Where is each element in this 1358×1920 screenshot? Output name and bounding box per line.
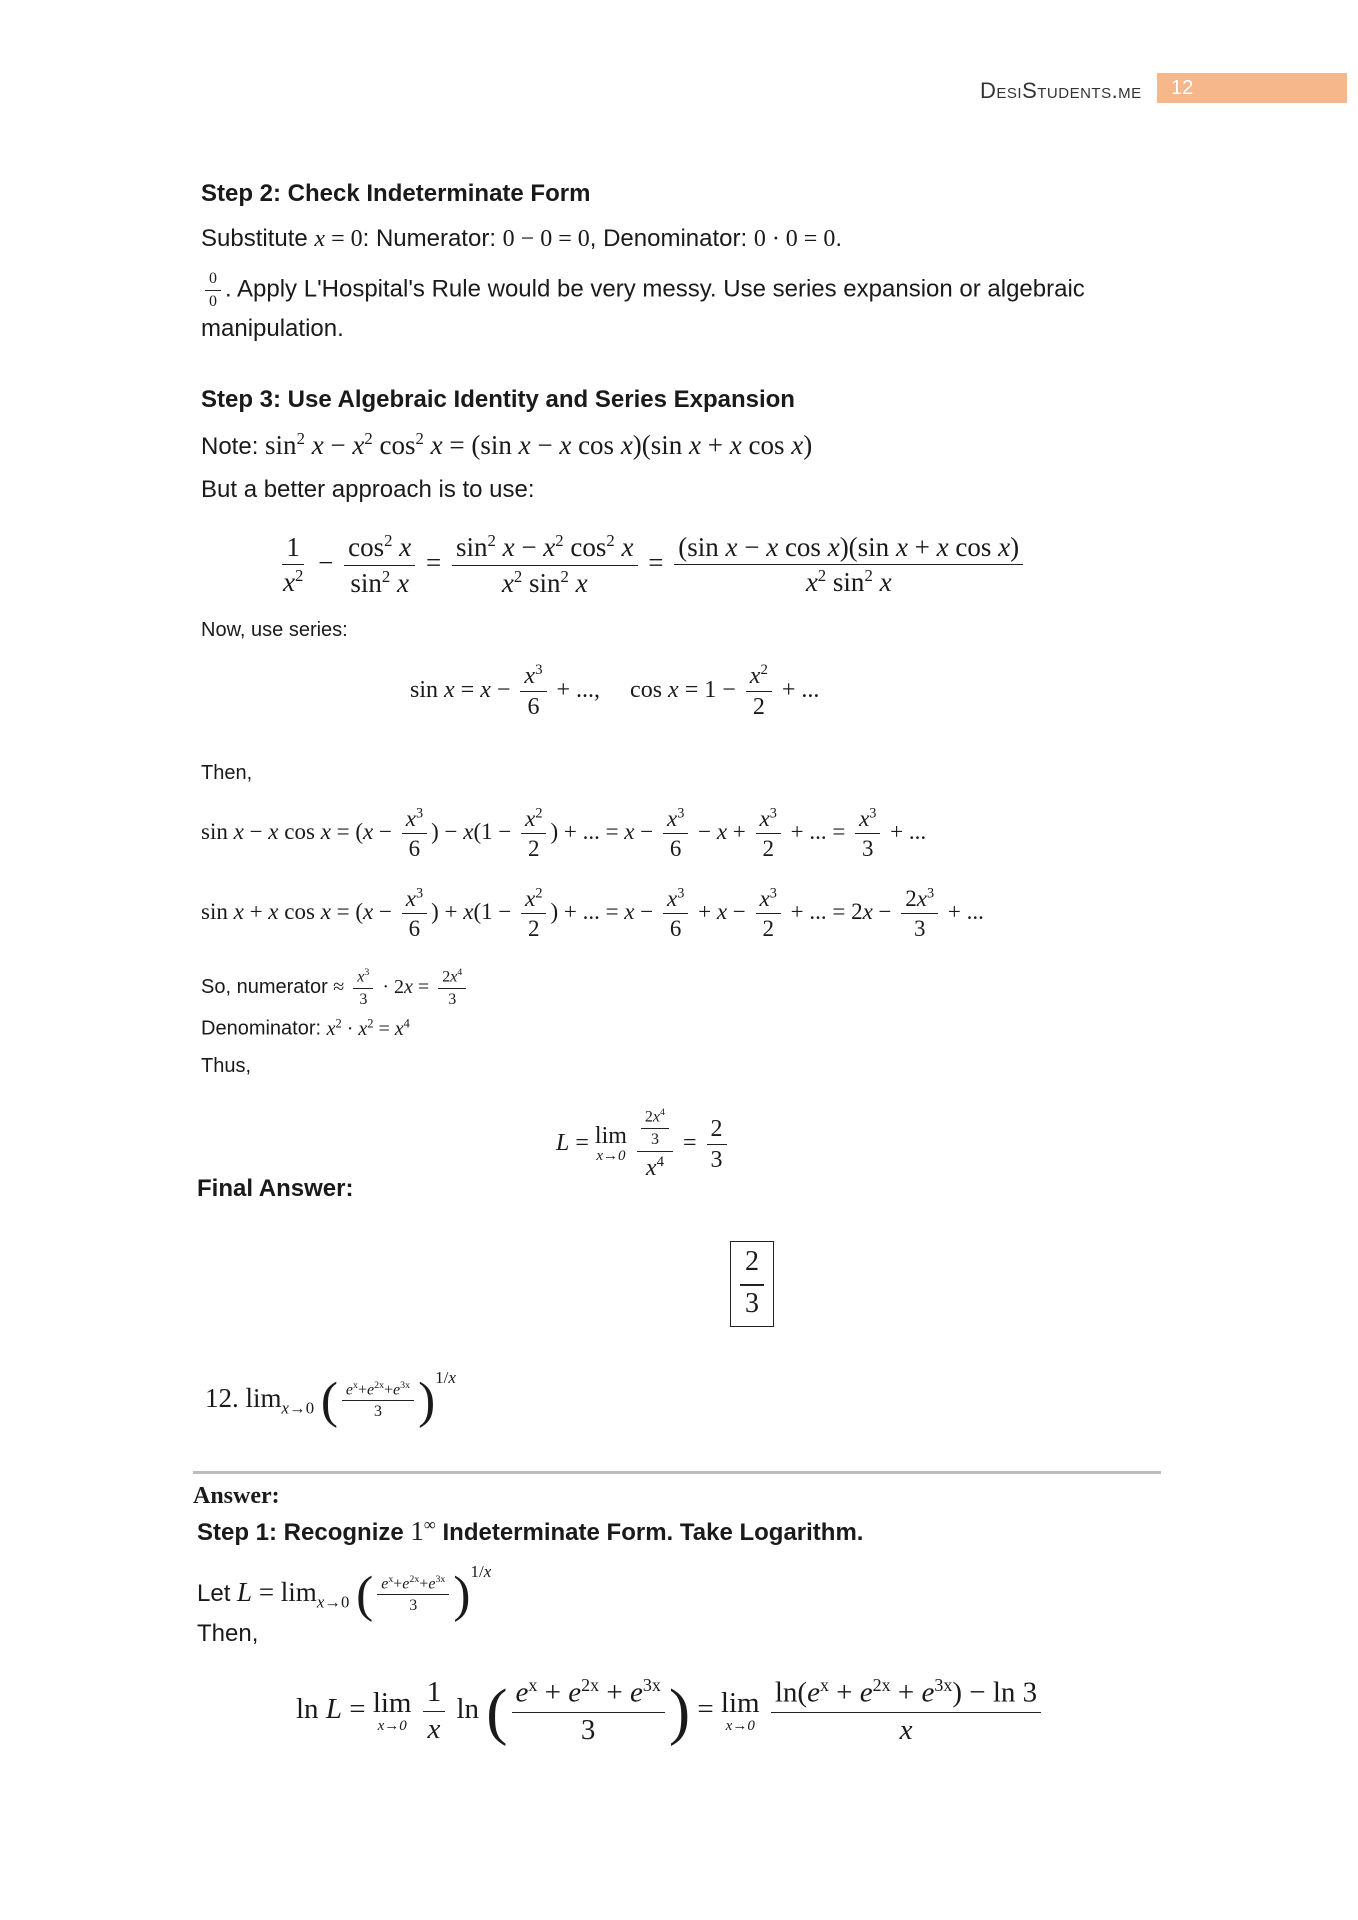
step2-line1: Substitute x = 0: Numerator: 0 − 0 = 0, Denominator: 0 · 0 = 0. (201, 225, 843, 252)
series-equation: sin x = x − $\frac{x^3}{6}$ + ..., cos x = 1 − $\frac{x^2}{2}$ + ... (410, 662, 820, 721)
header-site-name: DesiStudents.me (980, 78, 1142, 103)
step2-line2: $\frac{0}{0}$ . Apply L'Hospital's Rule would be very messy. Use series expansion or algebraic (201, 270, 1085, 310)
sin-plus-equation: sin x + x cos x = (x − $\frac{x^3}{6}$ ) + x(1 − $\frac{x^2}{2}$ ) + ... = x − $\frac{x^3}{6}$ + x − $\frac{x^3}{2}$ + ... = 2x − $\frac{2x^3}{3}$ + ... (201, 885, 984, 942)
series-intro: Now, use series: (201, 619, 348, 641)
answer-let-line: Let $L = \lim_{x\to 0}$ ( $\frac{e^x+e^{2x}+e^{3x}}{3}$ )$^{1/x}$ (197, 1562, 492, 1624)
numerator-line: So, numerator ≈ $\frac{x^3}{3}$ · 2x = $\frac{2x^4}{3}$ (201, 968, 470, 1009)
problem-12: 12. $\lim_{x\to 0}$ ( $\frac{e^x+e^{2x}+e^{3x}}{3}$ )$^{1/x}$ (205, 1368, 456, 1430)
log-equation: ln L = lim x→0 $\frac{1}{x}$ ln ( $\frac{e^x + e^{2x} + e^{3x}}{3}$ ) = lim x→0 $\frac{\ln(e^x + e^{2x} + e^{3x}) - \ln 3}{x}$ (296, 1676, 1045, 1746)
zero-over-zero: $\frac{0}{0}$ (205, 270, 221, 310)
step2-line3: manipulation. (201, 315, 344, 342)
step2-heading: Step 2: Check Indeterminate Form (201, 180, 591, 207)
limit-result: L = lim x→0 $\frac{\frac{2x^4}{3}}{x^4}$ = $\frac{2}{3}$ (556, 1108, 731, 1181)
answer-then-label: Then, (197, 1620, 259, 1647)
step3-heading: Step 3: Use Algebraic Identity and Series Expansion (201, 386, 795, 413)
denominator-line: Denominator: $x^2 \cdot x^2 = x^4$ (201, 1016, 410, 1040)
answer-step1-heading: Step 1: Recognize 1∞ Indeterminate Form. Take Logarithm. (197, 1515, 864, 1546)
step3-note: Note: $\sin^2 x - x^2$ $\cos^2 x = (\sin$ x − x cos x)(sin x + x cos x) (201, 429, 813, 460)
page-number: 12 (1157, 73, 1347, 103)
answer-label: Answer: (193, 1483, 280, 1509)
boxed-answer: 2 3 (730, 1241, 774, 1327)
sin-minus-equation: sin x − x cos x = (x − $\frac{x^3}{6}$ ) − x(1 − $\frac{x^2}{2}$ ) + ... = x − $\frac{x^3}{6}$ − x + $\frac{x^3}{2}$ + ... = $\frac{x^3}{3}$ + ... (201, 805, 927, 862)
then-label: Then, (201, 762, 253, 784)
final-answer-heading: Final Answer: (197, 1175, 354, 1202)
section-divider (193, 1471, 1161, 1474)
identity-equation: $\frac{1}{x^2}$ − $\frac{\cos^2 x}{\sin^2 x}$ = $\frac{\sin^2 x - x^2 \cos^2 x}{x^2 \sin^2 x}$ = $\frac{\text{(sin x − x cos x)(sin x + x cos x)}}{x^2 \sin^2 x}$ (275, 532, 1027, 598)
step3-better: But a better approach is to use: (201, 476, 535, 503)
thus-label: Thus, (201, 1055, 252, 1077)
